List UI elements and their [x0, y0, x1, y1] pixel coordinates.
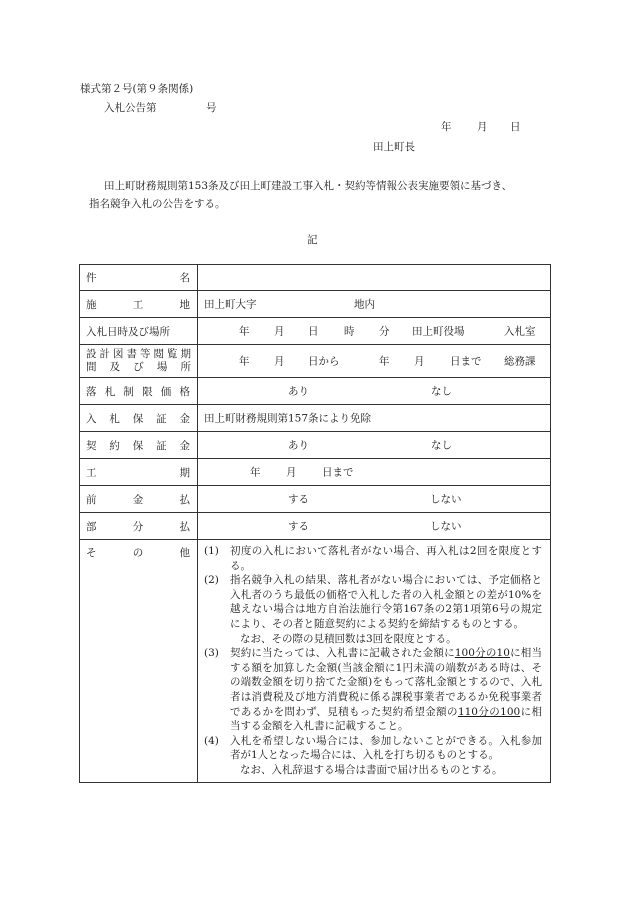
- note-number: (4): [204, 734, 219, 747]
- label-char: 件: [86, 272, 97, 284]
- label-char: そ: [86, 547, 97, 559]
- option-suru: する: [288, 493, 309, 506]
- value-bid-datetime-place: [198, 318, 551, 345]
- label-char: 払: [179, 520, 190, 533]
- bid-minute: 分: [379, 325, 390, 338]
- view-start-year: 年: [239, 355, 250, 368]
- view-start-day: 日から: [308, 355, 340, 368]
- issuer: 田上町長: [373, 141, 415, 153]
- date-year: 年: [441, 121, 452, 133]
- label-char: 落: [86, 385, 97, 398]
- view-end-year: 年: [379, 355, 390, 368]
- value-advance-payment: [198, 486, 551, 513]
- label-char: 格: [179, 385, 190, 398]
- label-char: び: [133, 361, 144, 373]
- note-number: (2): [204, 574, 219, 587]
- value-other: [198, 540, 551, 783]
- label-char: 金: [179, 439, 190, 452]
- label-char: 設: [86, 348, 97, 360]
- note-text: 入札を希望しない場合には、参加しないことができる。入札参加者が1人となった場合には、入札を打ち切るものとする。: [230, 734, 542, 762]
- label-text: 入札日時及び場所: [86, 325, 170, 338]
- label-char: 及: [109, 361, 121, 373]
- row-project-name: [80, 265, 551, 291]
- label-char: 計: [99, 348, 110, 360]
- label-char: 証: [156, 439, 167, 452]
- date-day: 日: [510, 121, 521, 133]
- label-char: 証: [156, 412, 167, 425]
- label-other: [80, 540, 198, 783]
- option-shinai: しない: [430, 520, 462, 533]
- label-char: 部: [86, 520, 97, 533]
- note-3-part-c: に相当する金額を入札書に記載すること。: [230, 705, 542, 733]
- row-other: [80, 540, 551, 783]
- label-bid-datetime-place: [80, 318, 198, 345]
- view-end-day: 日まで: [450, 355, 482, 368]
- notice-number-prefix: 入札公告第: [104, 102, 157, 114]
- label-construction-period: [80, 459, 198, 486]
- view-start-month: 月: [274, 355, 285, 368]
- label-char: 札: [104, 385, 116, 398]
- value-partial-payment: [198, 513, 551, 540]
- note-4-sub: なお、入札辞退する場合は書面で届け出るものとする。: [240, 763, 503, 776]
- label-char: 金: [179, 412, 190, 425]
- label-char: 覧: [167, 348, 178, 360]
- label-char: 工: [132, 298, 144, 311]
- note-text: [230, 646, 542, 734]
- form-number: 様式第２号(第９条関係): [80, 83, 194, 95]
- row-bid-datetime-place: [80, 318, 551, 345]
- label-char: 価: [160, 385, 172, 398]
- label-char: 所: [180, 361, 191, 373]
- label-project-name: [80, 265, 198, 291]
- label-char: 名: [179, 272, 190, 284]
- bid-info-table: [79, 264, 551, 783]
- row-contract-bond: [80, 432, 551, 459]
- label-char: 等: [140, 348, 151, 360]
- note-3-rate-1: 100分の10: [454, 647, 510, 660]
- note-number: (3): [204, 647, 219, 660]
- note-3-part-b: に相当する額を加算した金額(当該金額に1円未満の端数がある時は、その端数金額を切り捨てた金額)をもって落札金額とするので、入札者は消費税及び地方消費税に係る課税事業者であるか免税事業者であるかを問わず、見積もった契約希望金額の: [230, 647, 543, 718]
- option-nashi: なし: [431, 385, 452, 398]
- note-number: (1): [204, 545, 219, 557]
- label-char: 書: [126, 348, 137, 360]
- label-construction-site: [80, 291, 198, 318]
- bid-room: 入札室: [504, 325, 536, 338]
- value-construction-period: [198, 459, 551, 486]
- intro-line-1: 田上町財務規則第153条及び田上町建設工事入札・契約等情報公表実施要領に基づき、: [104, 180, 513, 192]
- label-min-price: [80, 378, 198, 405]
- notice-number-suffix: 号: [206, 102, 217, 114]
- label-char: 期: [179, 466, 190, 479]
- label-advance-payment: [80, 486, 198, 513]
- ki-heading: 記: [307, 234, 318, 246]
- label-char: 地: [179, 298, 190, 311]
- note-text: 指名競争入札の結果、落札者がない場合においては、予定価格と入札者のうち最低の価格で入札した者の入札金額との差が10%を越えない場合は地方自治法施行令第167条の2第1項第6号の規定により、その者と随意契約による契約を締結するものとする。: [230, 574, 542, 630]
- bid-place: 田上町役場: [412, 325, 465, 338]
- note-3-rate-2: 110分の100: [457, 705, 521, 718]
- label-char: 場: [156, 361, 168, 373]
- label-char: 間: [86, 361, 97, 373]
- label-char: 制: [123, 385, 134, 398]
- option-suru: する: [288, 520, 309, 533]
- value-construction-site: [198, 291, 551, 318]
- bid-month: 月: [274, 325, 285, 338]
- note-3-part-a: 契約に当たっては、入札書に記載された金額に: [230, 647, 455, 660]
- row-partial-payment: [80, 513, 551, 540]
- label-contract-bond: [80, 432, 198, 459]
- option-ari: あり: [288, 385, 309, 398]
- row-min-price: [80, 378, 551, 405]
- period-year: 年: [250, 466, 261, 479]
- value-project-name: [198, 265, 551, 291]
- note-2-sub: なお、その際の見積回数は3回を限度とする。: [240, 632, 457, 645]
- option-shinai: しない: [430, 493, 462, 506]
- label-char: 工: [86, 466, 97, 479]
- label-char: 入: [86, 412, 97, 425]
- note-4: [204, 734, 542, 763]
- option-nashi: なし: [431, 439, 452, 452]
- value-min-price: [198, 378, 551, 405]
- label-partial-payment: [80, 513, 198, 540]
- label-char: の: [132, 547, 144, 559]
- bid-year: 年: [239, 325, 250, 338]
- note-1: [204, 544, 542, 573]
- row-advance-payment: [80, 486, 551, 513]
- date-month: 月: [477, 121, 488, 133]
- label-char: 前: [86, 493, 97, 506]
- label-char: 約: [109, 439, 120, 452]
- intro-line-2: 指名競争入札の公告をする。: [89, 198, 226, 210]
- label-char: 他: [179, 547, 190, 559]
- note-text: 初度の入札において落札者がない場合、再入札は2回を限度とする。: [230, 545, 542, 572]
- value-bid-bond: [198, 405, 551, 432]
- bid-bond-text: 田上町財務規則第157条により免除: [204, 412, 372, 425]
- option-ari: あり: [288, 439, 309, 452]
- row-bid-bond: [80, 405, 551, 432]
- view-place: 総務課: [504, 355, 536, 368]
- row-design-doc-viewing: [80, 345, 551, 378]
- label-design-doc-viewing: [80, 345, 198, 378]
- label-char: 施: [86, 298, 97, 311]
- value-contract-bond: [198, 432, 551, 459]
- view-end-month: 月: [414, 355, 425, 368]
- label-char: 期: [180, 348, 191, 360]
- site-suffix: 地内: [354, 298, 375, 311]
- row-construction-period: [80, 459, 551, 486]
- row-construction-site: [80, 291, 551, 318]
- label-char: 札: [109, 412, 120, 425]
- label-char: 閲: [153, 348, 164, 360]
- period-month: 月: [286, 466, 297, 479]
- bid-day: 日: [308, 325, 319, 338]
- period-day: 日まで: [322, 466, 354, 479]
- label-char: 払: [179, 493, 190, 506]
- label-char: 限: [142, 385, 153, 398]
- bid-hour: 時: [344, 325, 355, 338]
- label-char: 保: [132, 439, 144, 452]
- label-char: 図: [113, 348, 124, 360]
- label-bid-bond: [80, 405, 198, 432]
- label-char: 金: [132, 493, 144, 506]
- note-3: [204, 646, 542, 734]
- value-design-doc-viewing: [198, 345, 551, 378]
- label-char: 契: [86, 439, 97, 452]
- label-char: 保: [132, 412, 144, 425]
- site-prefix: 田上町大字: [204, 298, 257, 311]
- label-char: 分: [132, 520, 144, 533]
- note-2: [204, 573, 542, 631]
